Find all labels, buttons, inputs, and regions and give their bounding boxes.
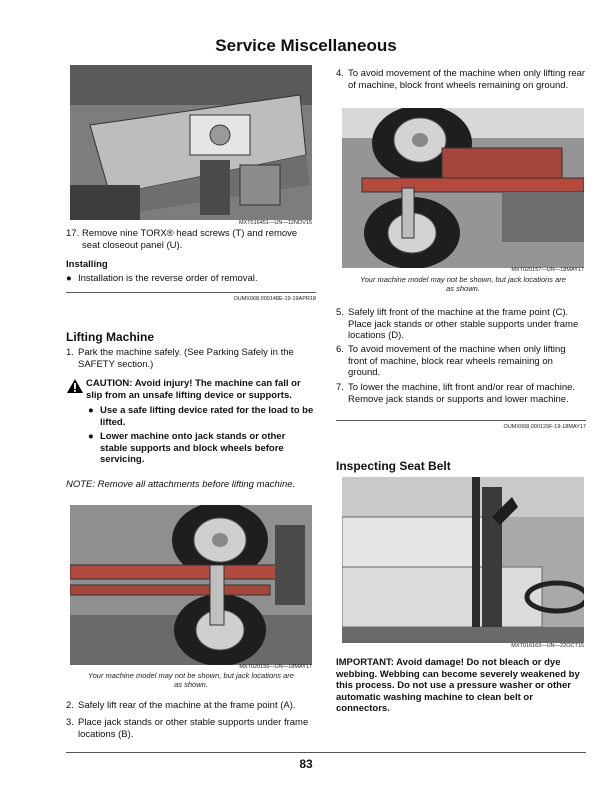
step-number: 2. — [66, 700, 74, 711]
step-number: 17. — [66, 228, 80, 239]
step-number: 4. — [336, 68, 344, 79]
step-number: 1. — [66, 347, 74, 358]
important-text: IMPORTANT: Avoid damage! Do not bleach or dye webbing. Webbing can become severely weakened by this process. Do not use a pressure washer or other automatic washing machine to clean belt or connectors. — [336, 657, 580, 714]
seat-belt-heading: Inspecting Seat Belt — [336, 459, 451, 473]
reference-code: OUMX068,000129F-19-18MAY17 — [503, 424, 586, 430]
figure-seat-belt — [342, 477, 584, 643]
bullet-text: Use a safe lifting device rated for the load to be lifted. — [100, 405, 314, 428]
figure-id: MXT020156—UN—18MAY17 — [239, 664, 312, 670]
bullet-icon: ● — [88, 431, 94, 442]
step-text: To avoid movement of the machine when only lifting rear of machine, block front wheels remaining on ground. — [348, 68, 586, 91]
lifting-machine-heading: Lifting Machine — [66, 330, 154, 344]
seat-belt-photo — [342, 477, 584, 643]
figure-caption: Your machine model may not be shown, but jack locations are as shown. — [88, 671, 294, 689]
figure-front-jack-points — [342, 108, 584, 268]
step-text: Safely lift front of the machine at the frame point (C). Place jack stands or other stable supports under frame locations (D). — [348, 307, 579, 341]
bullet-text: Lower machine onto jack stands or other stable supports and block wheels before servicing. — [100, 431, 286, 465]
rear-jack-photo — [70, 505, 312, 665]
section-divider — [66, 292, 316, 293]
step-text: To avoid movement of the machine when only lifting front of machine, block rear wheels remaining on ground. — [348, 344, 566, 378]
installing-heading: Installing — [66, 259, 108, 270]
step-number: 7. — [336, 382, 344, 393]
front-jack-photo — [342, 108, 584, 268]
step-number: 5. — [336, 307, 344, 318]
step-text: Park the machine safely. (See Parking Safely in the SAFETY section.) — [78, 347, 294, 370]
bullet-icon: ● — [66, 273, 72, 284]
figure-id: MXT016451—UN—12NOV15 — [238, 220, 312, 226]
section-divider — [336, 420, 586, 421]
seat-closeout-photo — [70, 65, 312, 220]
bullet-icon: ● — [88, 405, 94, 416]
footer-divider — [66, 752, 586, 753]
step-text: To lower the machine, lift front and/or rear of machine. Remove jack stands or supports and lower machine. — [348, 382, 576, 405]
figure-seat-closeout-panel — [70, 65, 312, 220]
important-notice — [336, 657, 586, 715]
step-number: 6. — [336, 344, 344, 355]
warning-triangle-icon — [66, 378, 84, 399]
figure-rear-jack-points — [70, 505, 312, 665]
step-number: 3. — [66, 717, 74, 728]
step-text: Safely lift rear of the machine at the frame point (A). — [78, 700, 296, 711]
figure-id: MXT016163—UN—22OCT15 — [511, 643, 584, 649]
page-number: 83 — [299, 757, 313, 771]
figure-caption: Your machine model may not be shown, but jack locations are as shown. — [360, 275, 566, 293]
caution-text: CAUTION: Avoid injury! The machine can fall or slip from an unsafe lifting device or supports. — [86, 378, 301, 401]
page-title: Service Miscellaneous — [215, 36, 397, 55]
reference-code: OUMX068,000148E-19-19APR18 — [233, 296, 316, 302]
step-text: Place jack stands or other stable supports under frame locations (B). — [78, 717, 309, 740]
bullet-text: Installation is the reverse order of removal. — [78, 273, 258, 284]
note-text: NOTE: Remove all attachments before lifting machine. — [66, 479, 296, 490]
figure-id: MXT020157—UN—18MAY17 — [511, 267, 584, 273]
step-text: Remove nine TORX® head screws (T) and remove seat closeout panel (U). — [82, 228, 298, 251]
